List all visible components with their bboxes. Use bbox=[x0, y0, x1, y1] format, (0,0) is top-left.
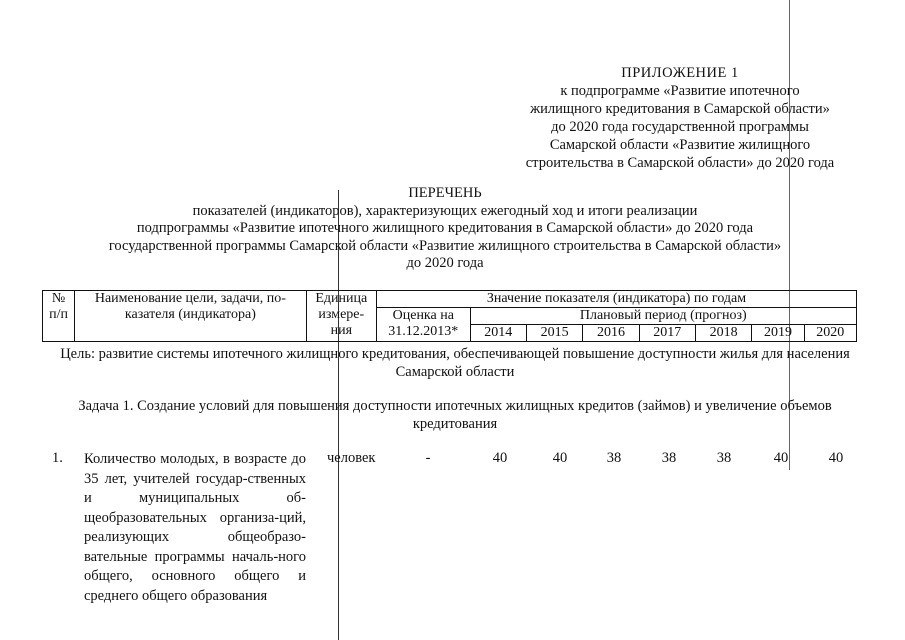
task-text: Задача 1. Создание условий для повышения доступности ипотечных жилищных кредитов (займов) и увеличение объемов кредитования bbox=[78, 398, 832, 432]
row-value-2014: 40 bbox=[492, 450, 508, 466]
header-year: 2020 bbox=[804, 325, 856, 342]
appendix-line: до 2020 года государственной программы bbox=[551, 119, 809, 135]
header-plan: Плановый период (прогноз) bbox=[470, 308, 856, 325]
row-unit: человек bbox=[327, 450, 376, 466]
row-value-2018: 38 bbox=[716, 450, 732, 466]
header-values: Значение показателя (индикатора) по годам bbox=[377, 291, 857, 308]
header-year: 2016 bbox=[583, 325, 639, 342]
appendix-line: строительства в Самарской области» до 2020 года bbox=[525, 155, 835, 171]
header-year: 2018 bbox=[695, 325, 751, 342]
header-name: Наименование цели, задачи, по-казателя (индикатора) bbox=[75, 291, 306, 342]
header-num: № п/п bbox=[43, 291, 75, 342]
list-line: показателей (индикаторов), характеризующих ежегодный ход и итоги реализации bbox=[192, 202, 698, 219]
row-indicator-name: Количество молодых, в возрасте до 35 лет, учителей государ-ственных и муниципальных об-щеобразовательных организа-ций, реализующих общеобразо-вательные программы началь-ного общего, основного общего и среднего общего образования bbox=[84, 451, 306, 604]
appendix-heading: ПРИЛОЖЕНИЕ 1 bbox=[621, 65, 739, 81]
list-line: подпрограммы «Развитие ипотечного жилищного кредитования в Самарской области» до 2020 года bbox=[136, 220, 754, 236]
row-value-2016: 38 bbox=[606, 450, 622, 466]
row-value-2020: 40 bbox=[828, 450, 844, 466]
appendix-block bbox=[470, 64, 890, 172]
header-estimate: Оценка на 31.12.2013* bbox=[377, 308, 471, 342]
indicator-table-header bbox=[42, 290, 857, 342]
row-value-2017: 38 bbox=[661, 450, 677, 466]
list-line: государственной программы Самарской области «Развитие жилищного строительства в Самарской области» bbox=[108, 237, 782, 254]
list-line: до 2020 года bbox=[406, 255, 484, 271]
goal-text: Цель: развитие системы ипотечного жилищного кредитования, обеспечивающей повышение доступности жилья для населения Самарской области bbox=[60, 346, 850, 380]
list-title-block bbox=[40, 185, 850, 273]
appendix-line: Самарской области «Развитие жилищного bbox=[549, 137, 811, 153]
header-year: 2014 bbox=[470, 325, 526, 342]
row-value-2019: 40 bbox=[773, 450, 789, 466]
header-year: 2015 bbox=[526, 325, 582, 342]
header-year: 2019 bbox=[752, 325, 804, 342]
row-value-2015: 40 bbox=[552, 450, 568, 466]
row-estimate: - bbox=[425, 450, 431, 466]
appendix-line: к подпрограмме «Развитие ипотечного bbox=[560, 83, 800, 99]
row-number: 1. bbox=[52, 450, 63, 466]
appendix-line: жилищного кредитования в Самарской области» bbox=[530, 101, 830, 117]
header-year: 2017 bbox=[639, 325, 695, 342]
header-unit: Единица измере-ния bbox=[306, 291, 376, 342]
list-heading: ПЕРЕЧЕНЬ bbox=[408, 185, 482, 201]
